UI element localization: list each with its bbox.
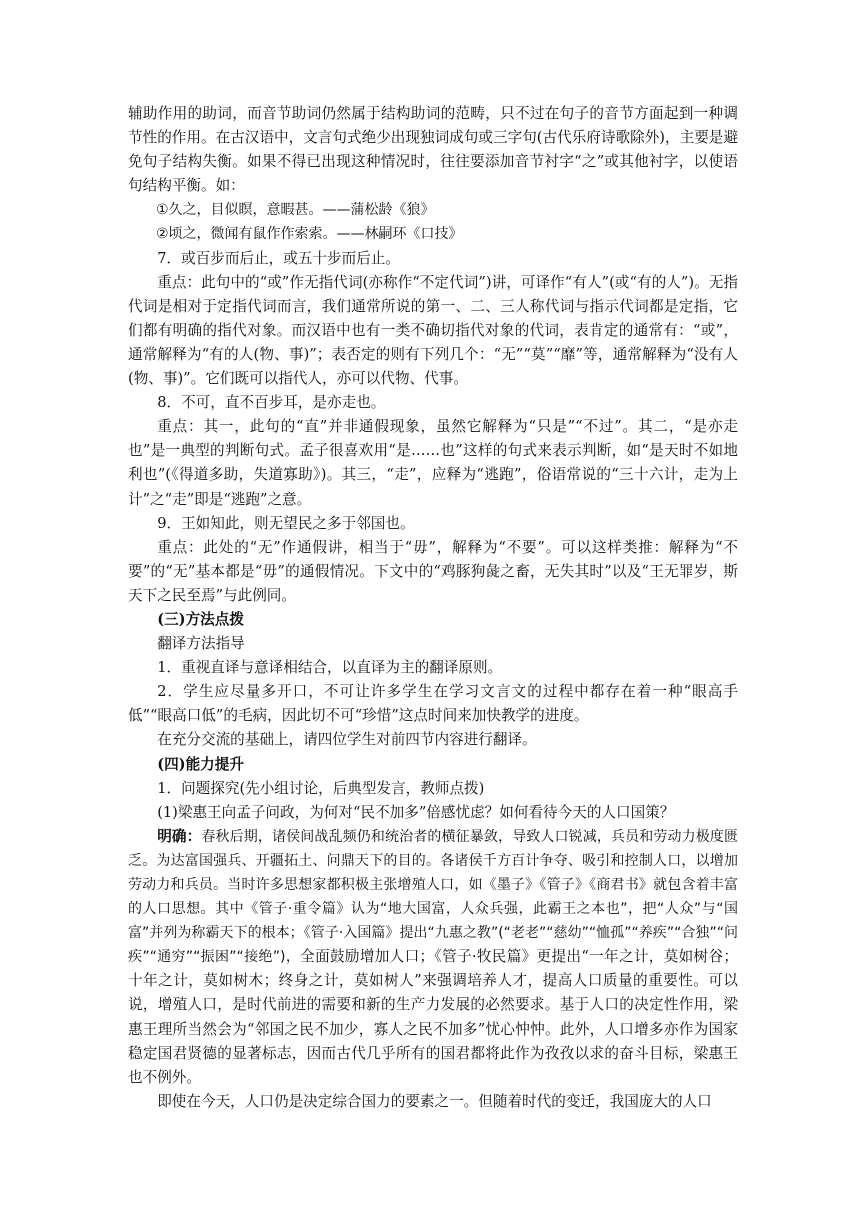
answer-paragraph [128, 825, 738, 1090]
method-item-1: 1．重视直译与意译相结合，以直译为主的翻译原则。 [157, 659, 503, 677]
method-item-2: 2．学生应尽量多开口，不可让许多学生在学习文言文的过程中都存在着一种“眼高手低”“眼高口低”的毛病，因此切不可“珍惜”这点时间来加快教学的进度。 [128, 683, 738, 725]
note-8: 重点：其一，此句的“直”并非通假现象，虽然它解释为“只是”“不过”。其二，“是亦走也”是一典型的判断句式。孟子很喜欢用“是……也”这样的句式来表示判断，如“是天时不如地利也”(《得道多助，失道寡助》)。其三，“走”，应释为“逃跑”，俗语常说的“三十六计，走为上计”之“走”即是“逃跑”之意。 [128, 418, 738, 508]
sentence-9: 9．王如知此，则无望民之多于邻国也。 [157, 514, 415, 532]
sentence-8: 8．不可，直不百步耳，是亦走也。 [157, 394, 386, 412]
section-heading-method: (三)方法点拨 [157, 610, 244, 628]
quote-example-1: ①久之，目似瞑，意暇甚。——蒲松龄《狼》 [156, 202, 435, 219]
subheading-translation: 翻译方法指导 [157, 635, 245, 653]
answer-tail: 全面鼓励增加人口；《管子·牧民篇》更提出“一年之计，莫如树谷；十年之计，莫如树木；终身之计，莫如树人”来强调培养人才，提高人口质量的重要性。可以说，增殖人口，是时代前进的需要和新的生产力发展的必然要求。基于人口的决定性作用，梁惠王理所当然会为“邻国之民不加少，寡人之民不加多”忧心忡忡。此外，人口增多亦作为国家稳定国君贤德的显著标志，因而古代几乎所有的国君都将此作为孜孜以求的奋斗目标，梁惠王也不例外。 [128, 948, 738, 1086]
document-page [128, 102, 738, 1114]
paragraph-today: 即使在今天，人口仍是决定综合国力的要素之一。但随着时代的变迁，我国庞大的人口 [157, 1092, 712, 1110]
answer-body: 春秋后期，诸侯间战乱频仍和统治者的横征暴敛，导致人口锐减，兵员和劳动力极度匮乏。为达富国强兵、开疆拓土、问鼎天下的目的。各诸侯千方百计争夺、吸引和控制人口，以增加劳动力和兵员。当时许多思想家都积极主张增殖人口，如《墨子》《管子》《商君书》就包含着丰富的人口思想。其中《管子·重令篇》认为“地大国富，人众兵强，此霸王之本也”，把“人众”与“国富”并列为称霸天下的根本；《管子·入国篇》提出“九惠之教”(“老老”“慈幼”“恤孤”“养疾”“合独”“问疾”“通穷”“振困”“接绝”)， [128, 828, 738, 966]
paragraph-intro: 辅助作用的助词，而音节助词仍然属于结构助词的范畴，只不过在句子的音节方面起到一种调节性的作用。在古汉语中，文言句式绝少出现独词成句或三字句(古代乐府诗歌除外)，主要是避免句子结构失衡。如果不得已出现这种情况时，往往要添加音节衬字“之”或其他衬字，以使语句结构平衡。如： [128, 105, 738, 195]
quote-example-2: ②顷之，微闻有鼠作作索索。——林嗣环《口技》 [156, 226, 463, 243]
note-7: 重点：此句中的“或”作无指代词(亦称作“不定代词”)讲，可译作“有人”(或“有的人”)。无指代词是相对于定指代词而言，我们通常所说的第一、二、三人称代词与指示代词都是定指，它们都有明确的指代对象。而汉语中也有一类不确切指代对象的代词，表肯定的通常有：“或”，通常解释为“有的人(物、事)”；表否定的则有下列几个：“无”“莫”“靡”等，通常解释为“没有人(物、事)”。它们既可以指代人，亦可以代物、代事。 [128, 273, 738, 388]
note-9: 重点：此处的“无”作通假讲，相当于“毋”，解释为“不要”。可以这样类推：解释为“不要”的“无”基本都是“毋”的通假情况。下文中的“鸡豚狗彘之畜，无失其时”以及“王无罪岁，斯天下之民至焉”与此例同。 [128, 538, 738, 604]
section-heading-ability: (四)能力提升 [157, 755, 244, 773]
sentence-7: 7．或百步而后止，或五十步而后止。 [157, 249, 400, 267]
answer-label: 明确： [157, 827, 202, 845]
method-activity: 在充分交流的基础上，请四位学生对前四节内容进行翻译。 [157, 731, 537, 749]
question-1: (1)梁惠王向孟子问政，为何对“民不加多”倍感忧虑？如何看待今天的人口国策？ [157, 803, 675, 821]
inquiry-item-1: 1．问题探究(先小组讨论，后典型发言，教师点拨) [157, 779, 485, 797]
